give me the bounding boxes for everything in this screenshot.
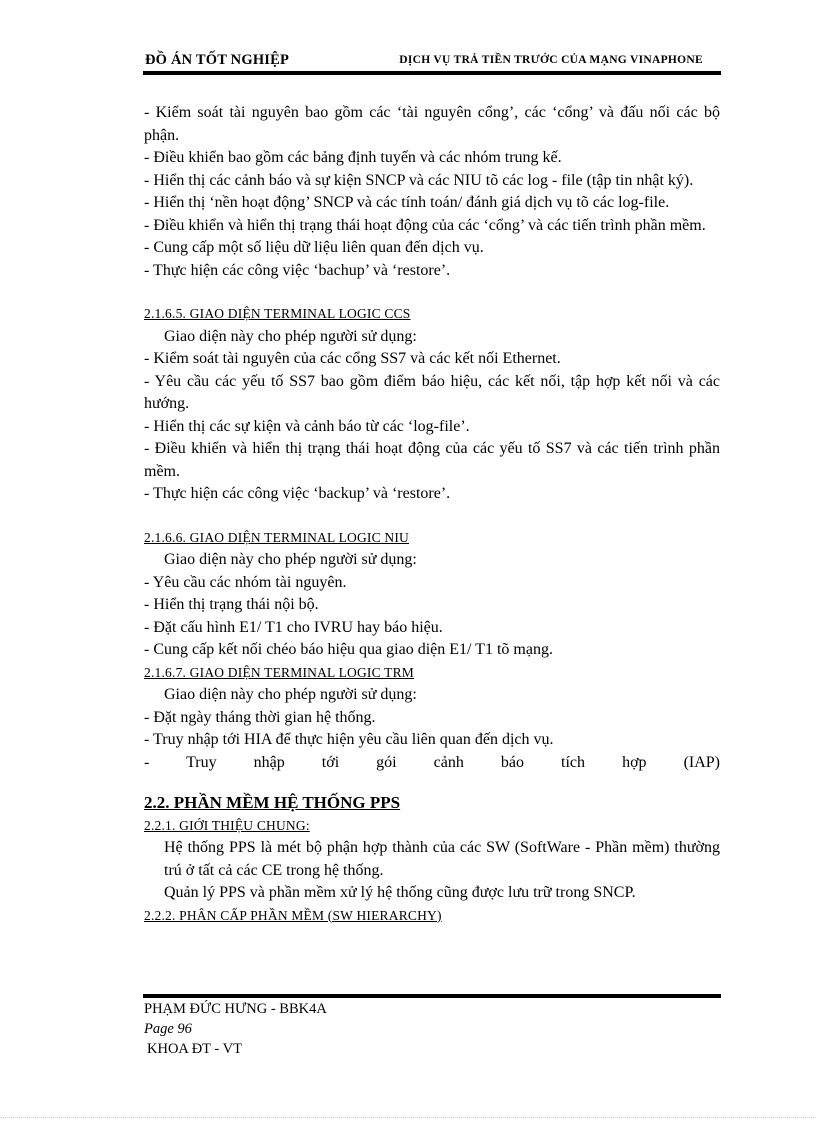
intro-item: - Hiển thị các cảnh báo và sự kiện SNCP và các NIU tõ các log - file (tập tin nhật ký). <box>144 171 694 189</box>
list-item: - Đặt cấu hình E1/ T1 cho IVRU hay báo hiệu. <box>144 618 443 636</box>
list-item: - Hiển thị trạng thái nội bộ. <box>144 596 319 613</box>
intro-item: - Hiển thị ‘nền hoạt động’ SNCP và các tính toán/ đánh giá dịch vụ tõ các log-file. <box>144 194 670 211</box>
header-title-right: DỊCH VỤ TRẢ TIỀN TRƯỚC CỦA MẠNG VINAPHONE <box>399 54 703 66</box>
section-lead: Giao diện này cho phép người sử dụng: <box>164 327 417 345</box>
list-item: - Thực hiện các công việc ‘backup’ và ‘restore’. <box>144 485 451 502</box>
page-bottom-border <box>0 1117 816 1118</box>
paragraph: Quản lý PPS và phần mềm xử lý hệ thống cũng được lưu trữ trong SNCP. <box>164 884 636 901</box>
page-header <box>145 52 721 72</box>
intro-item: - Thực hiện các công việc ‘bachup’ và ‘restore’. <box>144 261 451 279</box>
section-heading-2166: 2.1.6.6. GIAO DIỆN TERMINAL LOGIC NIU <box>144 529 409 545</box>
paragraph: Hệ thống PPS là mét bộ phận hợp thành của các SW (SoftWare - Phần mềm) thường trú ở tất cả các CE trong hệ thống. <box>164 839 720 879</box>
list-item: - Điều khiển và hiển thị trạng thái hoạt động của các yếu tố SS7 và các tiến trình phần mềm. <box>144 440 720 480</box>
footer-author: PHẠM ĐỨC HƯNG - BBK4A <box>144 1001 327 1017</box>
section-heading-222: 2.2.2. PHÂN CẤP PHẦN MỀM (SW HIERARCHY) <box>144 907 442 923</box>
section-heading-2167: 2.1.6.7. GIAO DIỆN TERMINAL LOGIC TRM <box>144 664 415 680</box>
intro-item: - Điều khiển và hiển thị trạng thái hoạt động của các ‘cổng’ và các tiến trình phần mềm. <box>144 216 706 234</box>
footer-rule <box>143 994 721 998</box>
footer-page-number: Page 96 <box>144 1021 192 1037</box>
document-body <box>144 102 720 927</box>
section-lead: Giao diện này cho phép người sử dụng: <box>164 686 417 703</box>
list-item: - Hiển thị các sự kiện và cảnh báo từ các ‘log-file’. <box>144 417 470 435</box>
list-item: - Yêu cầu các nhóm tài nguyên. <box>144 573 347 591</box>
header-title-left: ĐỒ ÁN TỐT NGHIỆP <box>145 52 290 68</box>
list-item: - Truy nhập tới HIA để thực hiện yêu cầu liên quan đến dịch vụ. <box>144 731 554 748</box>
section-lead: Giao diện này cho phép người sử dụng: <box>164 551 417 568</box>
section-heading-221: 2.2.1. GIỚI THIỆU CHUNG: <box>144 817 310 833</box>
footer-department: KHOA ĐT - VT <box>147 1041 242 1057</box>
intro-item: - Cung cấp một số liệu dữ liệu liên quan đến dịch vụ. <box>144 239 484 256</box>
intro-item: - Kiểm soát tài nguyên bao gồm các ‘tài nguyên cổng’, các ‘cổng’ và đấu nối các bộ phận. <box>144 104 720 144</box>
header-rule <box>143 71 721 75</box>
section-title-22: 2.2. PHẦN MỀM HỆ THỐNG PPS <box>144 793 401 812</box>
list-item: - Yêu cầu các yếu tố SS7 bao gồm điểm báo hiệu, các kết nối, tập hợp kết nối và các hướng. <box>144 372 720 412</box>
list-item: - Truy nhập tới gói cảnh báo tích hợp (IAP) <box>144 753 720 771</box>
section-heading-2165: 2.1.6.5. GIAO DIỆN TERMINAL LOGIC CCS <box>144 306 411 321</box>
list-item: - Đặt ngày tháng thời gian hệ thống. <box>144 708 376 726</box>
intro-item: - Điều khiển bao gồm các bảng định tuyến và các nhóm trung kế. <box>144 149 562 166</box>
list-item: - Cung cấp kết nối chéo báo hiệu qua giao diện E1/ T1 tõ mạng. <box>144 641 553 658</box>
list-item: - Kiểm soát tài nguyên của các cổng SS7 và các kết nối Ethernet. <box>144 350 561 367</box>
